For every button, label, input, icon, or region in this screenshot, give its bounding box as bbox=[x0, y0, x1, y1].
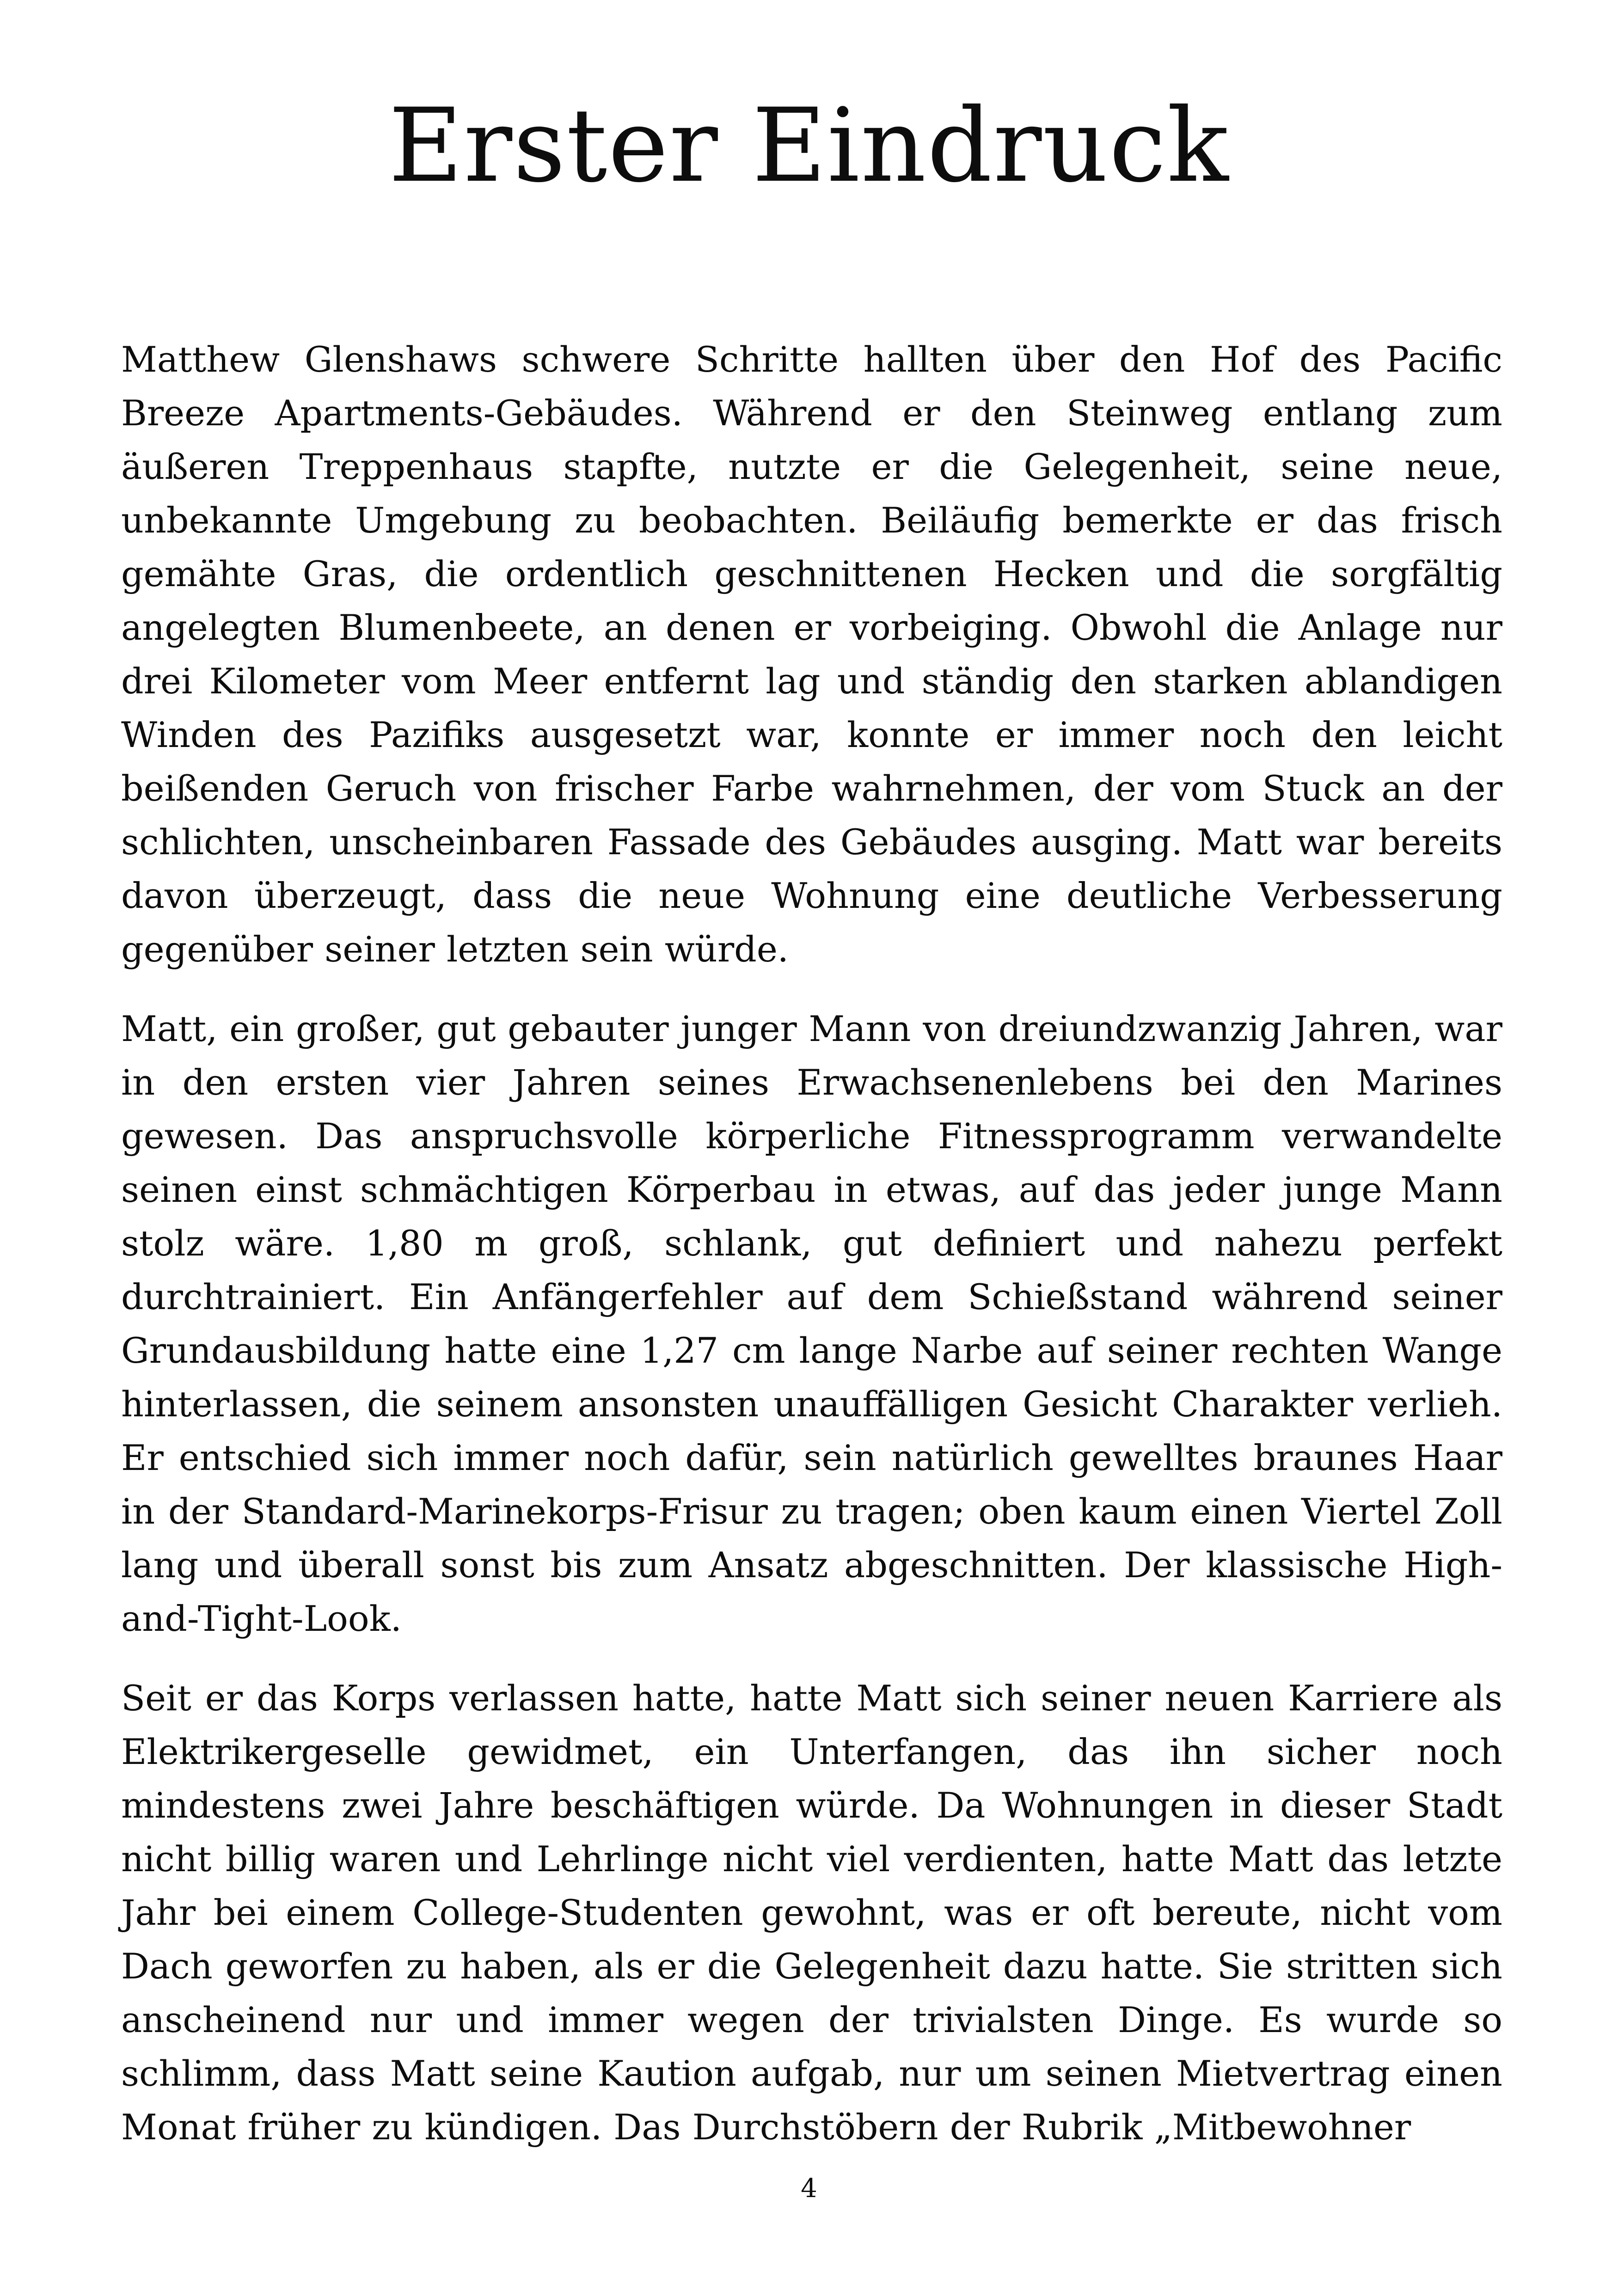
paragraph-3: Seit er das Korps verlassen hatte, hatte Matt sich seiner neuen Karriere als Elektrikergeselle gewidmet, ein Unterfangen, das ihn sicher noch mindestens zwei Jahre beschäftigen würde. Da Wohnungen in dieser Stadt nicht billig waren und Lehrlinge nicht viel verdienten, hatte Matt das letzte Jahr bei einem College-Studenten gewohnt, was er oft bereute, nicht vom Dach geworfen zu haben, als er die Gelegenheit dazu hatte. Sie stritten sich anscheinend nur und immer wegen der trivialsten Dinge. Es wurde so schlimm, dass Matt seine Kaution aufgab, nur um seinen Mietvertrag einen Monat früher zu kündigen. Das Durchstöbern der Rubrik „Mitbewohner bbox=[121, 1678, 1502, 2148]
body-text bbox=[121, 333, 1502, 2180]
paragraph-1: Matthew Glenshaws schwere Schritte hallten über den Hof des Pacific Breeze Apartments-Gebäudes. Während er den Steinweg entlang zum äußeren Treppenhaus stapfte, nutzte er die Gelegenheit, seine neue, unbekannte Umgebung zu beobachten. Beiläufig bemerkte er das frisch gemähte Gras, die ordentlich geschnittenen Hecken und die sorgfältig angelegten Blumenbeete, an denen er vorbeiging. Obwohl die Anlage nur drei Kilometer vom Meer entfernt lag und ständig den starken ablandigen Winden des Pazifiks ausgesetzt war, konnte er immer noch den leicht beißenden Geruch von frischer Farbe wahrnehmen, der vom Stuck an der schlichten, unscheinbaren Fassade des Gebäudes ausging. Matt war bereits davon überzeugt, dass die neue Wohnung eine deutliche Verbesserung gegenüber seiner letzten sein würde. bbox=[121, 339, 1502, 970]
page-number: 4 bbox=[801, 2174, 817, 2204]
paragraph-2: Matt, ein großer, gut gebauter junger Mann von dreiundzwanzig Jahren, war in den ersten vier Jahren seines Erwachsenenlebens bei den Marines gewesen. Das anspruchsvolle körperliche Fitnessprogramm verwandelte seinen einst schmächtigen Körperbau in etwas, auf das jeder junge Mann stolz wäre. 1,80 m groß, schlank, gut definiert und nahezu perfekt durchtrainiert. Ein Anfängerfehler auf dem Schießstand während seiner Grundausbildung hatte eine 1,27 cm lange Narbe auf seiner rechten Wange hinterlassen, die seinem ansonsten unauffälligen Gesicht Charakter verlieh. Er entschied sich immer noch dafür, sein natürlich gewelltes braunes Haar in der Standard-Marinekorps-Frisur zu tragen; oben kaum einen Viertel Zoll lang und überall sonst bis zum Ansatz abgeschnitten. Der klassische High-and-Tight-Look. bbox=[121, 1008, 1502, 1639]
chapter-title: Erster Eindruck bbox=[388, 86, 1230, 205]
